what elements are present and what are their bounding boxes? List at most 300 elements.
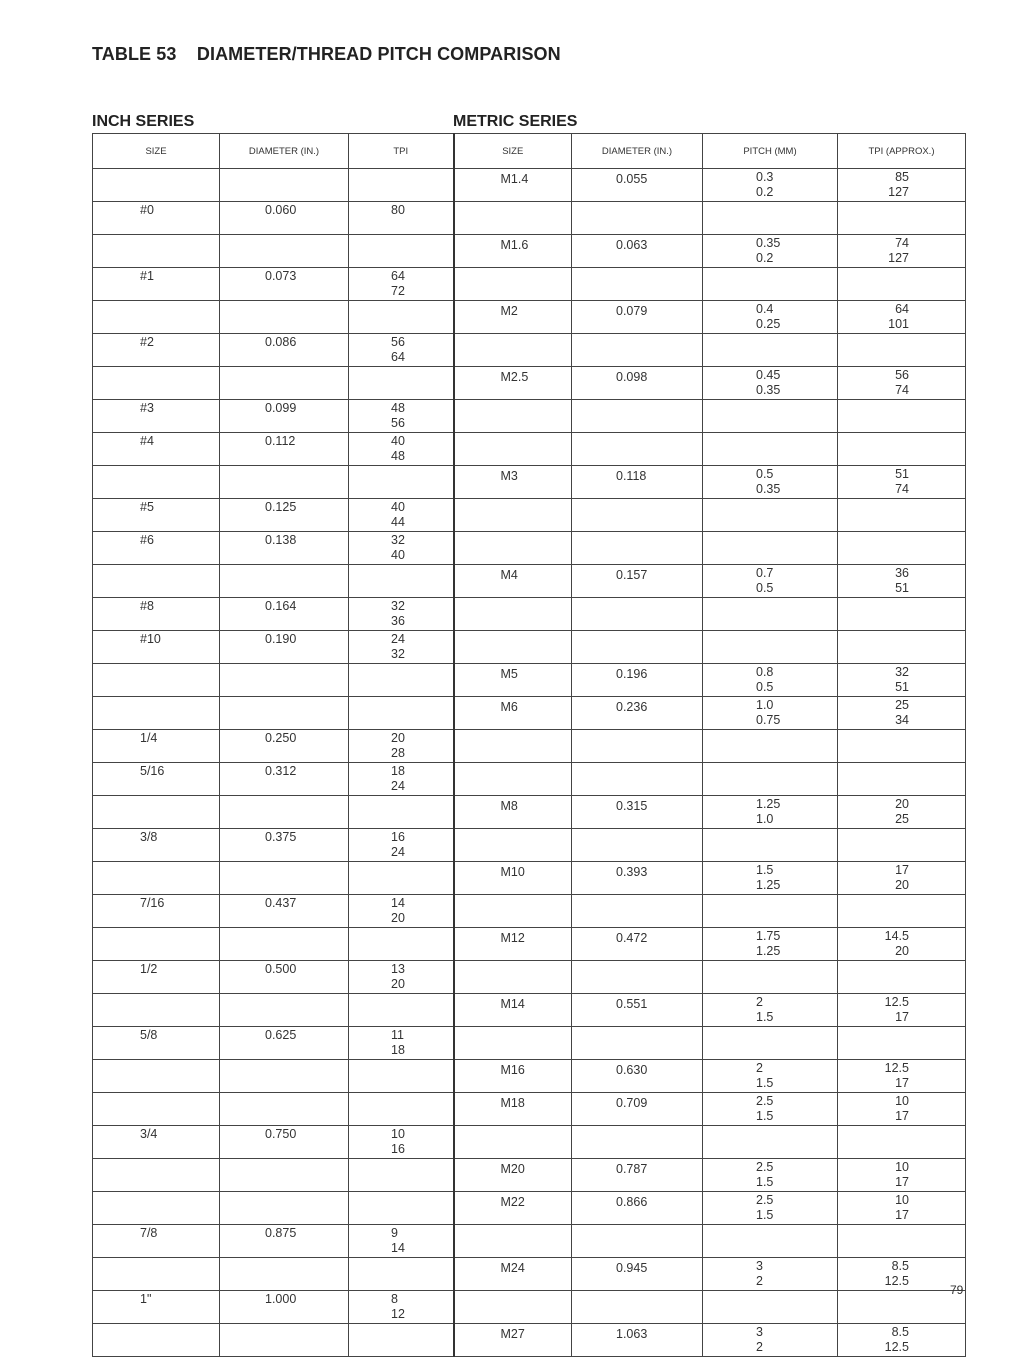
inch-tpi-cell xyxy=(349,1126,454,1159)
metric-tpi-value: 12.5 xyxy=(884,1061,909,1075)
metric-diameter-cell xyxy=(572,829,703,862)
metric-pitch-cell xyxy=(703,631,838,664)
metric-pitch-cell xyxy=(703,499,838,532)
inch-tpi-value: 24 xyxy=(391,844,405,859)
metric-pitch-cell xyxy=(703,1159,838,1192)
metric-tpi-value: 101 xyxy=(888,316,909,331)
metric-tpi-value: 12.5 xyxy=(884,995,909,1009)
metric-diameter-cell xyxy=(572,994,703,1027)
table-row xyxy=(93,1324,966,1357)
metric-pitch-value: 1.5 xyxy=(756,1108,774,1123)
metric-pitch-value: 1.75 xyxy=(756,929,781,943)
metric-pitch-cell xyxy=(703,466,838,499)
inch-tpi-value: 32 xyxy=(391,533,405,547)
metric-pitch-cell xyxy=(703,598,838,631)
metric-size-cell xyxy=(454,895,572,928)
metric-pitch-cell xyxy=(703,334,838,367)
metric-tpi-value: 20 xyxy=(895,877,909,892)
inch-diameter-cell xyxy=(220,631,349,664)
inch-diameter-value: 0.750 xyxy=(265,1127,297,1141)
metric-pitch-cell xyxy=(703,1192,838,1225)
table-row xyxy=(93,400,966,433)
metric-pitch-cell xyxy=(703,400,838,433)
inch-diameter-value: 0.125 xyxy=(265,500,297,514)
metric-tpi-cell xyxy=(838,928,966,961)
metric-pitch-value: 1.5 xyxy=(756,1009,774,1024)
table-row xyxy=(93,1126,966,1159)
inch-size-value: #0 xyxy=(140,203,154,217)
inch-size-cell xyxy=(93,202,220,235)
inch-tpi-value: 10 xyxy=(391,1127,405,1141)
inch-size-value: 1/4 xyxy=(140,731,158,745)
metric-size-cell xyxy=(454,202,572,235)
metric-pitch-value: 3 xyxy=(756,1325,763,1339)
header-inch-diameter: DIAMETER (IN.) xyxy=(220,134,349,169)
metric-size-cell xyxy=(454,1192,572,1225)
inch-tpi-value: 20 xyxy=(391,976,405,991)
metric-diameter-cell xyxy=(572,565,703,598)
inch-tpi-value: 48 xyxy=(391,448,405,463)
inch-diameter-cell xyxy=(220,763,349,796)
inch-size-cell xyxy=(93,1324,220,1357)
inch-tpi-value: 40 xyxy=(391,547,405,562)
table-row xyxy=(93,598,966,631)
inch-diameter-cell xyxy=(220,796,349,829)
inch-diameter-cell xyxy=(220,1093,349,1126)
metric-pitch-cell xyxy=(703,994,838,1027)
metric-pitch-cell xyxy=(703,1060,838,1093)
metric-diameter-cell xyxy=(572,1324,703,1357)
metric-tpi-value: 12.5 xyxy=(884,1339,909,1354)
inch-size-cell xyxy=(93,268,220,301)
metric-tpi-value: 85 xyxy=(895,170,909,184)
metric-size-cell xyxy=(454,1258,572,1291)
metric-tpi-cell xyxy=(838,598,966,631)
metric-pitch-value: 0.35 xyxy=(756,481,781,496)
metric-tpi-value: 10 xyxy=(895,1160,909,1174)
metric-diameter-cell xyxy=(572,499,703,532)
inch-diameter-value: 0.500 xyxy=(265,962,297,976)
metric-tpi-value: 20 xyxy=(895,943,909,958)
metric-diameter-value: 0.063 xyxy=(616,238,648,252)
inch-size-cell xyxy=(93,367,220,400)
metric-tpi-value: 25 xyxy=(895,698,909,712)
inch-size-value: #1 xyxy=(140,269,154,283)
metric-tpi-cell xyxy=(838,268,966,301)
metric-tpi-cell xyxy=(838,367,966,400)
metric-size-cell xyxy=(454,169,572,202)
inch-size-cell xyxy=(93,1192,220,1225)
metric-diameter-value: 0.079 xyxy=(616,304,648,318)
metric-diameter-cell xyxy=(572,631,703,664)
metric-diameter-cell xyxy=(572,466,703,499)
metric-pitch-cell xyxy=(703,301,838,334)
inch-tpi-value: 56 xyxy=(391,415,405,430)
inch-size-cell xyxy=(93,1258,220,1291)
metric-tpi-cell xyxy=(838,400,966,433)
metric-tpi-value: 17 xyxy=(895,1075,909,1090)
metric-size-value: M1.4 xyxy=(500,172,529,186)
metric-tpi-cell xyxy=(838,1258,966,1291)
metric-pitch-cell xyxy=(703,367,838,400)
metric-size-value: M1.6 xyxy=(500,238,529,252)
inch-diameter-value: 0.312 xyxy=(265,764,297,778)
metric-pitch-value: 0.5 xyxy=(756,467,774,481)
inch-size-cell xyxy=(93,796,220,829)
metric-tpi-cell xyxy=(838,796,966,829)
metric-tpi-cell xyxy=(838,1225,966,1258)
inch-diameter-cell xyxy=(220,697,349,730)
inch-diameter-value: 0.099 xyxy=(265,401,297,415)
metric-diameter-cell xyxy=(572,763,703,796)
inch-size-cell xyxy=(93,697,220,730)
metric-tpi-cell xyxy=(838,862,966,895)
inch-tpi-cell xyxy=(349,961,454,994)
inch-tpi-value: 12 xyxy=(391,1306,405,1321)
inch-tpi-cell xyxy=(349,1291,454,1324)
inch-size-cell xyxy=(93,1225,220,1258)
metric-pitch-cell xyxy=(703,697,838,730)
metric-size-value: M2 xyxy=(500,304,518,318)
inch-tpi-value: 36 xyxy=(391,613,405,628)
inch-tpi-cell xyxy=(349,697,454,730)
metric-tpi-value: 17 xyxy=(895,1108,909,1123)
inch-tpi-value: 64 xyxy=(391,269,405,283)
inch-size-value: #4 xyxy=(140,434,154,448)
inch-diameter-cell xyxy=(220,994,349,1027)
table-row xyxy=(93,301,966,334)
inch-diameter-value: 0.112 xyxy=(265,434,296,448)
metric-pitch-value: 2.5 xyxy=(756,1193,774,1207)
table-body xyxy=(93,169,966,1357)
metric-pitch-cell xyxy=(703,895,838,928)
inch-tpi-cell xyxy=(349,598,454,631)
inch-size-cell xyxy=(93,994,220,1027)
inch-diameter-cell xyxy=(220,1126,349,1159)
metric-size-value: M20 xyxy=(500,1162,525,1176)
metric-pitch-value: 0.3 xyxy=(756,170,774,184)
table-row xyxy=(93,796,966,829)
inch-tpi-value: 8 xyxy=(391,1292,398,1306)
inch-size-cell xyxy=(93,961,220,994)
inch-size-value: 7/8 xyxy=(140,1226,158,1240)
metric-diameter-value: 0.630 xyxy=(616,1063,648,1077)
metric-diameter-value: 0.866 xyxy=(616,1195,648,1209)
inch-diameter-cell xyxy=(220,169,349,202)
metric-diameter-cell xyxy=(572,1225,703,1258)
inch-tpi-value: 40 xyxy=(391,500,405,514)
metric-tpi-value: 14.5 xyxy=(884,929,909,943)
inch-tpi-cell xyxy=(349,499,454,532)
metric-tpi-cell xyxy=(838,664,966,697)
inch-diameter-cell xyxy=(220,1192,349,1225)
inch-diameter-cell xyxy=(220,1027,349,1060)
inch-tpi-value: 14 xyxy=(391,896,405,910)
inch-tpi-cell xyxy=(349,994,454,1027)
metric-size-cell xyxy=(454,1027,572,1060)
inch-tpi-cell xyxy=(349,763,454,796)
metric-diameter-cell xyxy=(572,1093,703,1126)
table-row xyxy=(93,1093,966,1126)
inch-diameter-cell xyxy=(220,532,349,565)
inch-tpi-value: 64 xyxy=(391,349,405,364)
inch-size-value: 7/16 xyxy=(140,896,165,910)
metric-diameter-cell xyxy=(572,532,703,565)
metric-tpi-value: 127 xyxy=(888,184,909,199)
table-row xyxy=(93,895,966,928)
metric-tpi-cell xyxy=(838,895,966,928)
inch-tpi-cell xyxy=(349,565,454,598)
metric-size-cell xyxy=(454,499,572,532)
metric-tpi-cell xyxy=(838,202,966,235)
metric-pitch-value: 2 xyxy=(756,995,763,1009)
metric-tpi-value: 25 xyxy=(895,811,909,826)
inch-diameter-cell xyxy=(220,664,349,697)
metric-diameter-cell xyxy=(572,334,703,367)
table-row xyxy=(93,1159,966,1192)
metric-pitch-cell xyxy=(703,202,838,235)
inch-size-value: 5/8 xyxy=(140,1028,158,1042)
inch-diameter-cell xyxy=(220,235,349,268)
inch-tpi-cell xyxy=(349,1159,454,1192)
inch-diameter-cell xyxy=(220,895,349,928)
table-row xyxy=(93,829,966,862)
metric-size-cell xyxy=(454,466,572,499)
inch-size-cell xyxy=(93,928,220,961)
metric-tpi-cell xyxy=(838,532,966,565)
inch-size-cell xyxy=(93,301,220,334)
metric-series-heading: METRIC SERIES xyxy=(453,113,578,130)
header-inch-tpi: TPI xyxy=(349,134,454,169)
table-row xyxy=(93,664,966,697)
metric-size-value: M27 xyxy=(500,1327,525,1341)
metric-size-cell xyxy=(454,367,572,400)
metric-tpi-value: 17 xyxy=(895,1009,909,1024)
metric-size-value: M14 xyxy=(500,997,525,1011)
table-row xyxy=(93,631,966,664)
inch-diameter-cell xyxy=(220,1258,349,1291)
inch-tpi-value: 32 xyxy=(391,646,405,661)
table-row xyxy=(93,1291,966,1324)
metric-tpi-value: 51 xyxy=(895,467,909,481)
metric-pitch-value: 1.5 xyxy=(756,863,774,877)
inch-diameter-cell xyxy=(220,961,349,994)
metric-diameter-cell xyxy=(572,697,703,730)
metric-tpi-cell xyxy=(838,1093,966,1126)
inch-size-value: 1" xyxy=(140,1292,152,1306)
metric-pitch-cell xyxy=(703,862,838,895)
metric-pitch-value: 1.25 xyxy=(756,877,781,892)
metric-size-cell xyxy=(454,532,572,565)
inch-tpi-cell xyxy=(349,367,454,400)
metric-diameter-value: 0.945 xyxy=(616,1261,648,1275)
metric-pitch-cell xyxy=(703,1126,838,1159)
metric-tpi-value: 17 xyxy=(895,1174,909,1189)
metric-tpi-value: 10 xyxy=(895,1193,909,1207)
inch-diameter-cell xyxy=(220,862,349,895)
inch-tpi-cell xyxy=(349,631,454,664)
metric-pitch-cell xyxy=(703,1027,838,1060)
metric-tpi-value: 34 xyxy=(895,712,909,727)
inch-tpi-value: 9 xyxy=(391,1226,398,1240)
metric-pitch-value: 1.5 xyxy=(756,1207,774,1222)
inch-diameter-cell xyxy=(220,301,349,334)
inch-size-value: #2 xyxy=(140,335,154,349)
metric-diameter-value: 0.118 xyxy=(616,469,647,483)
metric-pitch-cell xyxy=(703,532,838,565)
inch-size-cell xyxy=(93,1126,220,1159)
metric-pitch-value: 0.5 xyxy=(756,580,774,595)
metric-diameter-value: 0.709 xyxy=(616,1096,648,1110)
metric-pitch-cell xyxy=(703,1258,838,1291)
metric-pitch-cell xyxy=(703,268,838,301)
inch-diameter-cell xyxy=(220,730,349,763)
metric-diameter-cell xyxy=(572,169,703,202)
metric-size-cell xyxy=(454,1291,572,1324)
inch-size-cell xyxy=(93,1159,220,1192)
inch-diameter-cell xyxy=(220,334,349,367)
metric-diameter-value: 0.236 xyxy=(616,700,648,714)
inch-size-cell xyxy=(93,1093,220,1126)
inch-tpi-cell xyxy=(349,895,454,928)
metric-size-cell xyxy=(454,1126,572,1159)
metric-tpi-cell xyxy=(838,961,966,994)
metric-pitch-value: 0.75 xyxy=(756,712,781,727)
metric-size-cell xyxy=(454,829,572,862)
inch-size-value: #5 xyxy=(140,500,154,514)
metric-tpi-value: 51 xyxy=(895,580,909,595)
inch-size-cell xyxy=(93,1027,220,1060)
metric-pitch-cell xyxy=(703,664,838,697)
metric-size-value: M22 xyxy=(500,1195,525,1209)
metric-tpi-cell xyxy=(838,466,966,499)
metric-tpi-value: 32 xyxy=(895,665,909,679)
metric-tpi-cell xyxy=(838,1060,966,1093)
metric-pitch-cell xyxy=(703,796,838,829)
metric-size-cell xyxy=(454,301,572,334)
table-row xyxy=(93,730,966,763)
metric-pitch-value: 0.5 xyxy=(756,679,774,694)
table-row xyxy=(93,532,966,565)
inch-tpi-value: 24 xyxy=(391,632,405,646)
metric-size-cell xyxy=(454,1159,572,1192)
metric-diameter-cell xyxy=(572,1159,703,1192)
inch-size-cell xyxy=(93,565,220,598)
metric-tpi-cell xyxy=(838,829,966,862)
metric-size-cell xyxy=(454,862,572,895)
inch-tpi-cell xyxy=(349,334,454,367)
metric-diameter-value: 0.055 xyxy=(616,172,648,186)
inch-size-cell xyxy=(93,334,220,367)
metric-pitch-value: 0.7 xyxy=(756,566,774,580)
metric-pitch-value: 2 xyxy=(756,1061,763,1075)
metric-size-cell xyxy=(454,730,572,763)
inch-size-cell xyxy=(93,433,220,466)
metric-diameter-value: 0.393 xyxy=(616,865,648,879)
inch-size-value: #8 xyxy=(140,599,154,613)
metric-size-value: M18 xyxy=(500,1096,525,1110)
metric-tpi-value: 8.5 xyxy=(891,1325,909,1339)
metric-diameter-cell xyxy=(572,268,703,301)
inch-diameter-value: 0.250 xyxy=(265,731,297,745)
metric-pitch-value: 1.0 xyxy=(756,811,774,826)
table-row xyxy=(93,433,966,466)
inch-size-cell xyxy=(93,829,220,862)
table-row xyxy=(93,499,966,532)
metric-pitch-value: 3 xyxy=(756,1259,763,1273)
metric-tpi-value: 74 xyxy=(895,236,909,250)
metric-size-cell xyxy=(454,400,572,433)
metric-size-cell xyxy=(454,268,572,301)
inch-size-cell xyxy=(93,400,220,433)
metric-diameter-value: 0.472 xyxy=(616,931,648,945)
inch-size-cell xyxy=(93,1060,220,1093)
metric-pitch-cell xyxy=(703,1324,838,1357)
inch-tpi-cell xyxy=(349,301,454,334)
thread-pitch-table xyxy=(92,133,966,1357)
metric-pitch-cell xyxy=(703,565,838,598)
metric-diameter-cell xyxy=(572,1126,703,1159)
header-inch-size: SIZE xyxy=(93,134,220,169)
metric-diameter-value: 0.787 xyxy=(616,1162,648,1176)
metric-pitch-cell xyxy=(703,1291,838,1324)
inch-diameter-value: 0.437 xyxy=(265,896,297,910)
metric-size-cell xyxy=(454,334,572,367)
metric-size-cell xyxy=(454,928,572,961)
metric-tpi-cell xyxy=(838,235,966,268)
inch-tpi-cell xyxy=(349,862,454,895)
inch-tpi-cell xyxy=(349,1258,454,1291)
metric-size-value: M8 xyxy=(500,799,518,813)
metric-size-value: M16 xyxy=(500,1063,525,1077)
inch-tpi-value: 32 xyxy=(391,599,405,613)
metric-size-cell xyxy=(454,1093,572,1126)
inch-tpi-value: 28 xyxy=(391,745,405,760)
metric-diameter-value: 0.315 xyxy=(616,799,648,813)
inch-tpi-cell xyxy=(349,1093,454,1126)
inch-tpi-value: 44 xyxy=(391,514,405,529)
table-row xyxy=(93,961,966,994)
table-row xyxy=(93,202,966,235)
inch-diameter-cell xyxy=(220,829,349,862)
inch-diameter-value: 1.000 xyxy=(265,1292,297,1306)
metric-tpi-cell xyxy=(838,301,966,334)
inch-tpi-cell xyxy=(349,1225,454,1258)
inch-size-cell xyxy=(93,862,220,895)
metric-size-value: M3 xyxy=(500,469,518,483)
table-row xyxy=(93,169,966,202)
header-metric-size: SIZE xyxy=(454,134,572,169)
page-number: 79 xyxy=(950,1283,964,1297)
inch-tpi-cell xyxy=(349,1027,454,1060)
table-row xyxy=(93,1060,966,1093)
inch-diameter-cell xyxy=(220,598,349,631)
inch-size-cell xyxy=(93,631,220,664)
table-row xyxy=(93,1027,966,1060)
inch-size-cell xyxy=(93,730,220,763)
inch-tpi-cell xyxy=(349,202,454,235)
metric-tpi-cell xyxy=(838,1324,966,1357)
inch-tpi-cell xyxy=(349,235,454,268)
inch-tpi-value: 80 xyxy=(391,203,405,217)
metric-diameter-value: 0.196 xyxy=(616,667,648,681)
inch-tpi-cell xyxy=(349,829,454,862)
metric-tpi-cell xyxy=(838,730,966,763)
inch-tpi-cell xyxy=(349,433,454,466)
metric-diameter-cell xyxy=(572,895,703,928)
metric-tpi-cell xyxy=(838,1126,966,1159)
metric-tpi-cell xyxy=(838,334,966,367)
